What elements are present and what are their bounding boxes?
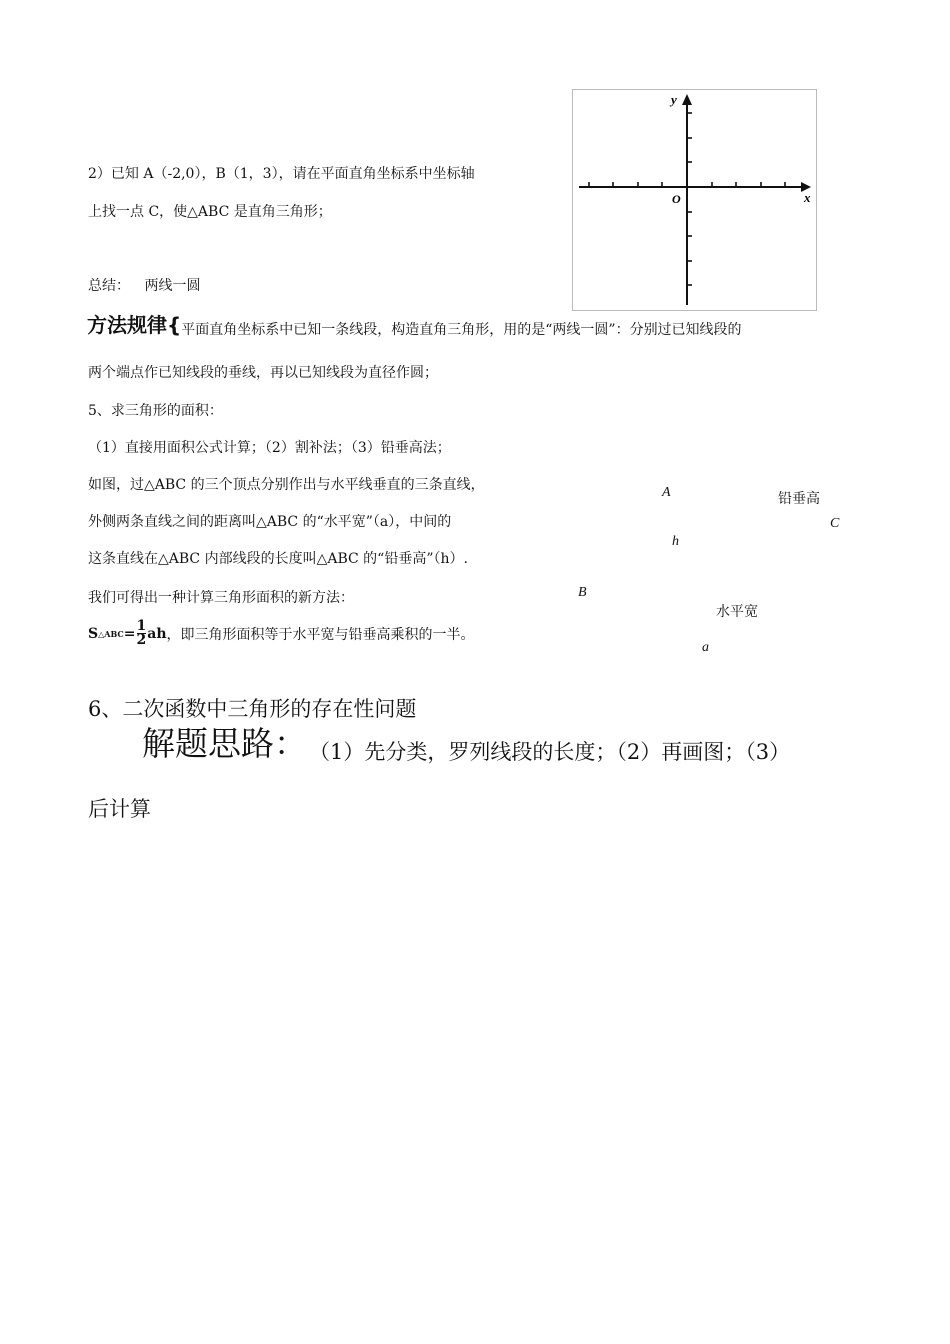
formula-fraction bbox=[137, 620, 147, 648]
y-axis-label: y bbox=[671, 92, 677, 107]
summary bbox=[88, 275, 200, 295]
summary-text: 两线一圆 bbox=[144, 278, 201, 294]
solution-heading: 解题思路： bbox=[142, 724, 307, 763]
section-5-paragraph-4: 我们可得出一种计算三角形面积的新方法： bbox=[88, 590, 354, 606]
solution-approach bbox=[142, 722, 790, 766]
method-heading: 方法规律 bbox=[87, 313, 167, 337]
coordinate-plane-figure bbox=[572, 89, 817, 311]
method-brace: { bbox=[167, 313, 182, 337]
solution-steps: （1）先分类，罗列线段的长度；（2）再画图；（3） bbox=[309, 740, 791, 764]
summary-label: 总结： bbox=[88, 278, 130, 294]
figure-label-a-vertex: A bbox=[662, 485, 671, 500]
formula-denominator: 2 bbox=[136, 632, 147, 649]
figure-label-c-vertex: C bbox=[830, 516, 840, 531]
section-6-title: 6、二次函数中三角形的存在性问题 bbox=[88, 697, 417, 721]
problem-2-line-2: 上找一点 C，使△ABC 是直角三角形； bbox=[88, 204, 332, 220]
section-5-paragraph-2: 外侧两条直线之间的距离叫△ABC 的“水平宽”（a），中间的 bbox=[88, 514, 452, 530]
formula-equals: = bbox=[123, 625, 136, 642]
origin-label: O bbox=[672, 192, 681, 206]
coordinate-plane-svg bbox=[573, 90, 816, 310]
formula-subscript: △ABC bbox=[98, 628, 124, 639]
section-5-paragraph-1: 如图，过△ABC 的三个顶点分别作出与水平线垂直的三条直线， bbox=[88, 477, 485, 493]
figure-label-h: h bbox=[672, 534, 679, 549]
figure-label-horizontal-width: 水平宽 bbox=[716, 604, 758, 620]
formula-numerator: 1 bbox=[136, 618, 147, 634]
figure-label-b-vertex: B bbox=[578, 585, 587, 600]
method-line-1: 平面直角坐标系中已知一条线段，构造直角三角形，用的是“两线一圆”：分别过已知线段的 bbox=[181, 322, 742, 338]
method-line-2: 两个端点作已知线段的垂线，再以已知线段为直径作圆； bbox=[88, 365, 438, 381]
formula-explanation: ，即三角形面积等于水平宽与铅垂高乘积的一半。 bbox=[166, 626, 475, 643]
problem-2-line-1: 2）已知 A（-2,0），B（1，3），请在平面直角坐标系中坐标轴 bbox=[88, 166, 475, 182]
y-axis-arrow bbox=[682, 94, 692, 105]
x-axis-label: x bbox=[804, 190, 811, 205]
section-5-title: 5、求三角形的面积： bbox=[88, 403, 223, 419]
area-formula bbox=[88, 620, 475, 648]
figure-label-vertical-height: 铅垂高 bbox=[778, 491, 820, 507]
method-block bbox=[87, 309, 742, 338]
section-5-paragraph-3: 这条直线在△ABC 内部线段的长度叫△ABC 的“铅垂高”（h）. bbox=[88, 551, 468, 567]
formula-ah: ah bbox=[147, 625, 167, 642]
solution-steps-continued: 后计算 bbox=[88, 797, 151, 821]
figure-label-a-width: a bbox=[702, 640, 709, 655]
section-5-methods: （1）直接用面积公式计算；（2）割补法；（3）铅垂高法； bbox=[88, 440, 451, 456]
formula-s: S bbox=[88, 625, 99, 642]
